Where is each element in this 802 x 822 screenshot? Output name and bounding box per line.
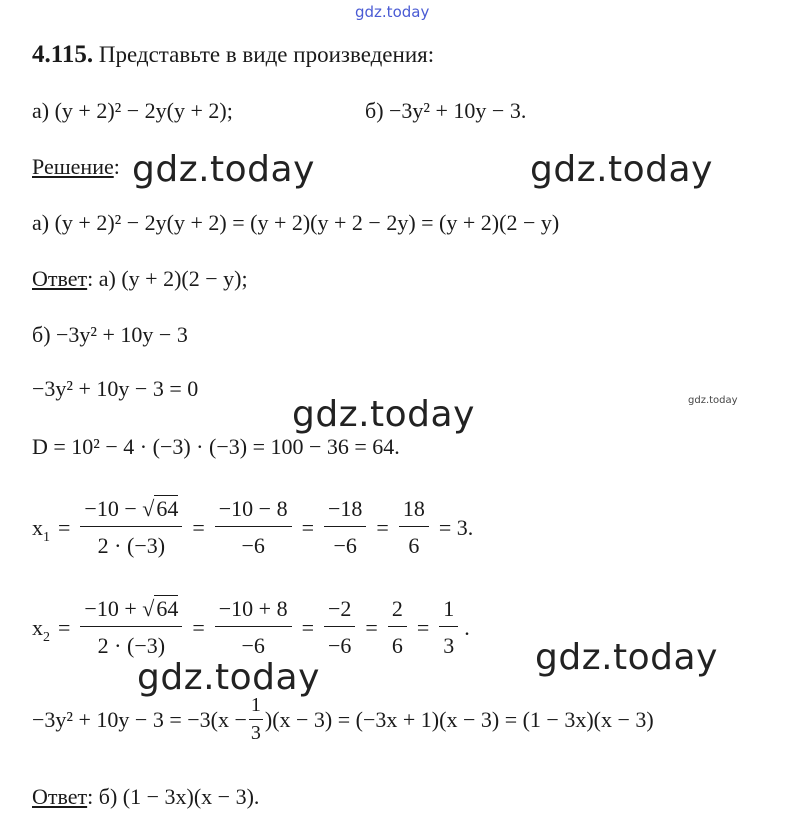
fraction: $\frac{-18}{-6}$: [324, 496, 366, 559]
task-header: [32, 42, 434, 67]
answer-a: [32, 268, 248, 290]
root-x1-result: = 3.: [438, 514, 474, 540]
root-x2-line: $x_2$ = $\frac{-10 + √64}{2 \cdot (-3)}$ = $\frac{-10 + 8}{-6}$ = $\frac{-2}{-6}$ = $\frac{2}{6}$ = $\frac{1}{3}$ .: [32, 596, 470, 658]
task-instruction: Представьте в виде произведения:: [98, 42, 435, 67]
fraction: $\frac{1}{3}$: [439, 596, 458, 659]
watermark-top: gdz.today: [355, 3, 430, 21]
fraction: $\frac{18}{6}$: [399, 496, 429, 559]
answer-a-text: : а) (y + 2)(2 − y);: [87, 266, 248, 291]
solution-label: Решение: [32, 154, 114, 179]
answer-label: Ответ: [32, 266, 88, 291]
fraction: $\frac{1}{3}$: [250, 694, 261, 744]
task-part-a: а) (y + 2)² − 2y(y + 2);: [32, 98, 233, 123]
watermark: gdz.today: [535, 637, 718, 678]
solution-b-equation: −3y² + 10y − 3 = 0: [32, 376, 199, 401]
watermark: gdz.today: [292, 394, 475, 435]
solution-a-line: а) (y + 2)² − 2y(y + 2) = (y + 2)(y + 2 − 2y) = (y + 2)(2 − y): [32, 210, 560, 235]
fraction: $\frac{-10 - √64}{2 \cdot (-3)}$: [80, 496, 182, 559]
root-x2-label: $x_2$: [32, 614, 50, 645]
root-x1-label: $x_1$: [32, 514, 50, 545]
solution-b-expression: б) −3y² + 10y − 3: [32, 322, 188, 347]
answer-label: Ответ: [32, 784, 88, 809]
solution-heading: Решение:: [32, 154, 120, 179]
watermark: gdz.today: [132, 149, 315, 190]
root-x1-line: $x_1$ = $\frac{-10 - √64}{2 \cdot (-3)}$ = $\frac{-10 - 8}{-6}$ = $\frac{-18}{-6}$ = $\frac{18}{6}$ = 3.: [32, 496, 474, 558]
watermark-small: gdz.today: [688, 395, 738, 406]
task-part-b: б) −3y² + 10y − 3.: [365, 98, 527, 123]
fraction: $\frac{-2}{-6}$: [324, 596, 355, 659]
fraction: $\frac{-10 + 8}{-6}$: [215, 596, 292, 659]
answer-b-text: : б) (1 − 3x)(x − 3).: [87, 784, 260, 809]
fraction: $\frac{2}{6}$: [388, 596, 407, 659]
discriminant-line: D = 10² − 4 · (−3) · (−3) = 100 − 36 = 64.: [32, 434, 400, 459]
task-number: 4.115.: [32, 41, 94, 68]
fraction: $\frac{-10 - 8}{-6}$: [215, 496, 292, 559]
fraction: $\frac{-10 + √64}{2 \cdot (-3)}$: [80, 596, 182, 659]
factorization-line: −3y² + 10y − 3 = −3(x − $\frac{1}{3}$ )(x − 3) = (−3x + 1)(x − 3) = (1 − 3x)(x − 3): [32, 694, 654, 744]
answer-b: [32, 786, 259, 808]
watermark: gdz.today: [530, 149, 713, 190]
watermark: gdz.today: [137, 657, 320, 698]
